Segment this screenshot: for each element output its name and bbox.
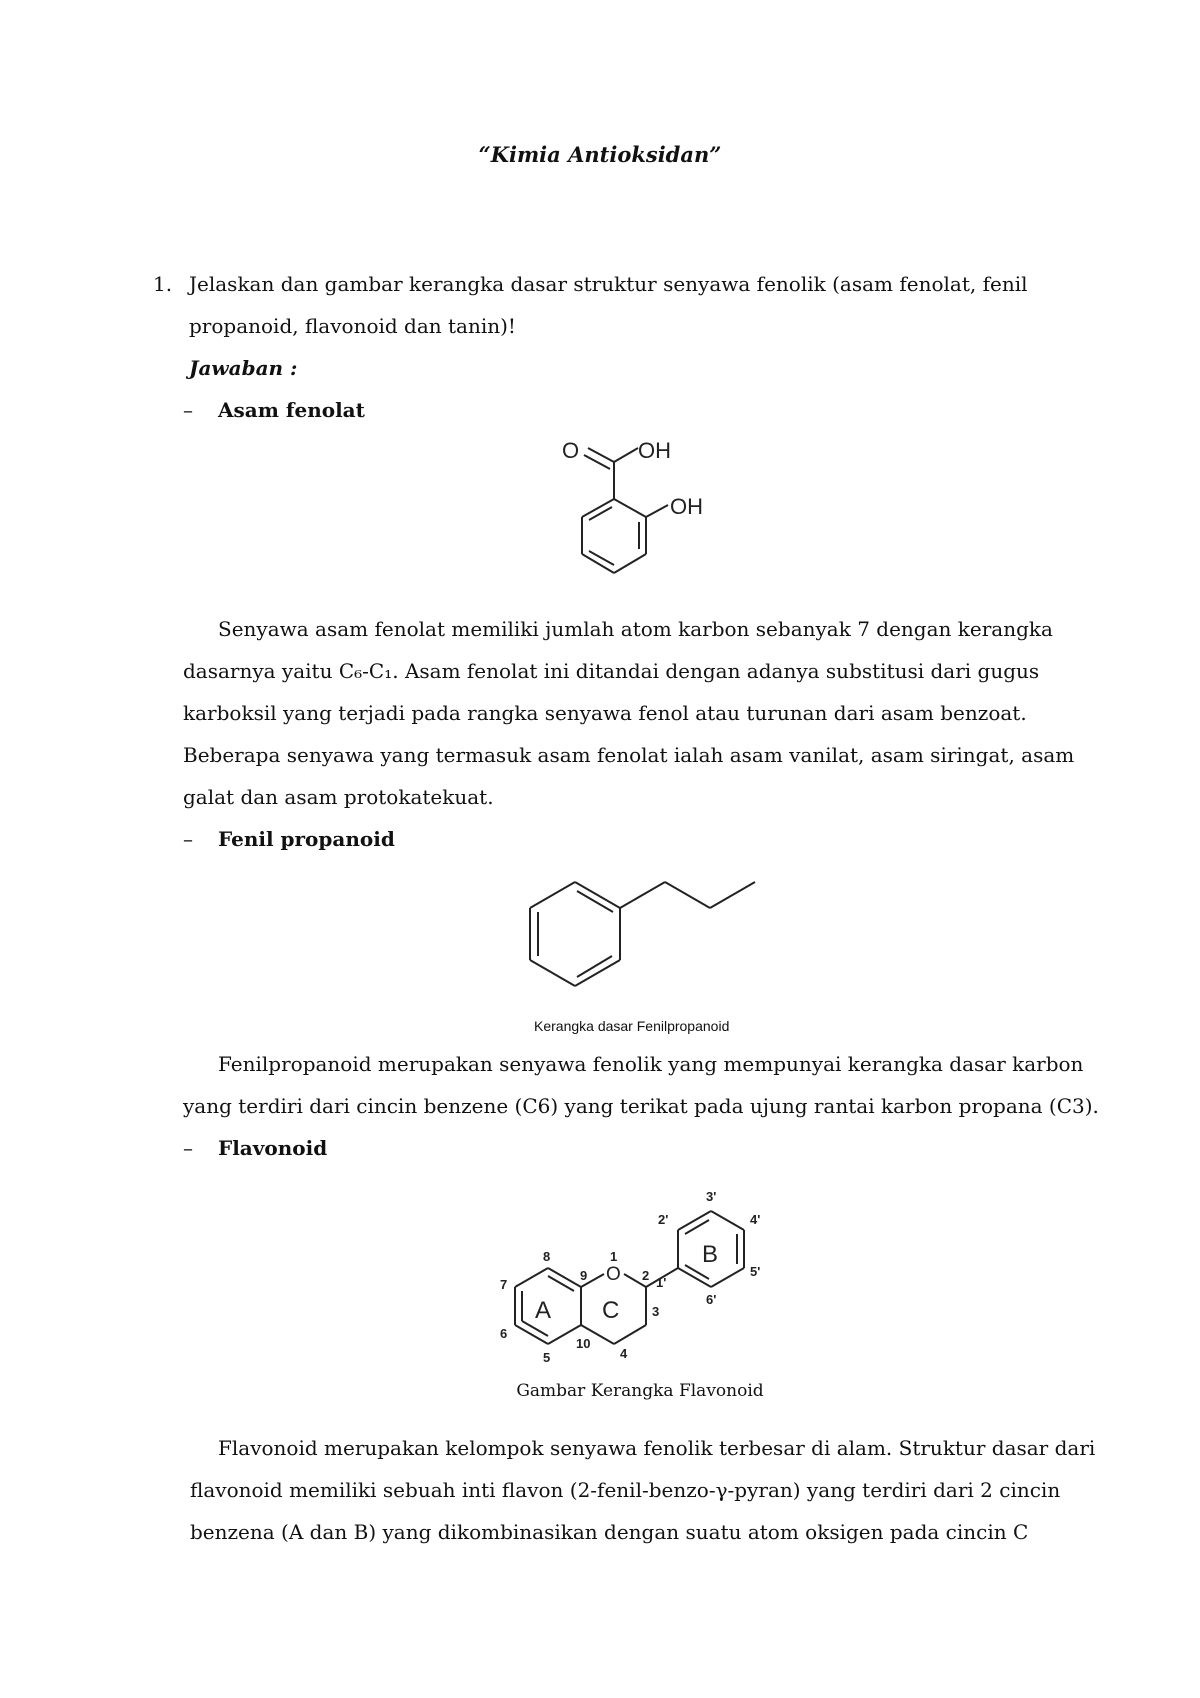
flavonoid-para-line-1: Flavonoid merupakan kelompok senyawa fenolik terbesar di alam. Struktur dasar dari bbox=[218, 1436, 1096, 1460]
label-oh-carboxyl: OH bbox=[638, 438, 671, 463]
heading-fenil-propanoid: Fenil propanoid bbox=[218, 827, 395, 851]
position-6-prime: 6' bbox=[706, 1292, 717, 1307]
position-3-prime: 3' bbox=[706, 1189, 717, 1204]
heading-flavonoid: Flavonoid bbox=[218, 1136, 328, 1160]
answer-label: Jawaban : bbox=[189, 356, 298, 380]
bullet-dash: – bbox=[183, 398, 193, 422]
asam-fenolat-para-line-1: Senyawa asam fenolat memiliki jumlah atom karbon sebanyak 7 dengan kerangka bbox=[218, 617, 1053, 641]
ring-c-label: C bbox=[602, 1297, 620, 1324]
question-line-2: propanoid, flavonoid dan tanin)! bbox=[189, 314, 516, 338]
position-10: 10 bbox=[576, 1336, 591, 1351]
ring-a-label: A bbox=[535, 1297, 552, 1324]
document-title: “Kimia Antioksidan” bbox=[478, 142, 722, 167]
ring-b-label: B bbox=[702, 1241, 719, 1268]
position-6: 6 bbox=[500, 1326, 508, 1341]
asam-fenolat-structure bbox=[540, 432, 760, 607]
fenil-propanoid-para-line-1: Fenilpropanoid merupakan senyawa fenolik yang mempunyai kerangka dasar karbon bbox=[218, 1052, 1084, 1076]
flavonoid-caption: Gambar Kerangka Flavonoid bbox=[516, 1381, 764, 1401]
fenil-propanoid-structure bbox=[520, 862, 770, 1002]
bullet-dash: – bbox=[183, 1136, 193, 1160]
position-4-prime: 4' bbox=[750, 1212, 761, 1227]
position-5-prime: 5' bbox=[750, 1264, 761, 1279]
question-line-1: Jelaskan dan gambar kerangka dasar struktur senyawa fenolik (asam fenolat, fenil bbox=[189, 272, 1028, 296]
position-2: 2 bbox=[642, 1268, 650, 1283]
position-4: 4 bbox=[620, 1346, 628, 1361]
flavonoid-para-line-3: benzena (A dan B) yang dikombinasikan dengan suatu atom oksigen pada cincin C bbox=[190, 1520, 1029, 1544]
fenil-propanoid-caption: Kerangka dasar Fenilpropanoid bbox=[534, 1018, 730, 1034]
asam-fenolat-para-line-5: galat dan asam protokatekuat. bbox=[183, 785, 494, 809]
flavonoid-structure bbox=[480, 1180, 800, 1380]
position-3: 3 bbox=[652, 1304, 660, 1319]
position-5: 5 bbox=[543, 1350, 551, 1365]
position-8: 8 bbox=[543, 1249, 551, 1264]
bullet-dash: – bbox=[183, 827, 193, 851]
asam-fenolat-para-line-4: Beberapa senyawa yang termasuk asam fenolat ialah asam vanilat, asam siringat, asam bbox=[183, 743, 1075, 767]
question-number: 1. bbox=[153, 272, 173, 296]
asam-fenolat-para-line-3: karboksil yang terjadi pada rangka senyawa fenol atau turunan dari asam benzoat. bbox=[183, 701, 1027, 725]
position-9: 9 bbox=[580, 1268, 588, 1283]
position-7: 7 bbox=[500, 1277, 508, 1292]
heading-asam-fenolat: Asam fenolat bbox=[218, 398, 365, 422]
label-oh-ring: OH bbox=[670, 494, 703, 519]
flavonoid-para-line-2: flavonoid memiliki sebuah inti flavon (2-fenil-benzo-γ-pyran) yang terdiri dari 2 cincin bbox=[190, 1478, 1061, 1502]
label-oxygen: O bbox=[562, 438, 580, 463]
fenil-propanoid-para-line-2: yang terdiri dari cincin benzene (C6) yang terikat pada ujung rantai karbon propana (C3). bbox=[183, 1094, 1099, 1118]
position-1-prime: 1' bbox=[656, 1275, 667, 1290]
position-2-prime: 2' bbox=[658, 1212, 669, 1227]
position-1: 1 bbox=[610, 1249, 618, 1264]
oxygen-label: O bbox=[606, 1264, 621, 1285]
asam-fenolat-para-line-2: dasarnya yaitu C₆-C₁. Asam fenolat ini ditandai dengan adanya substitusi dari gugus bbox=[183, 659, 1040, 683]
